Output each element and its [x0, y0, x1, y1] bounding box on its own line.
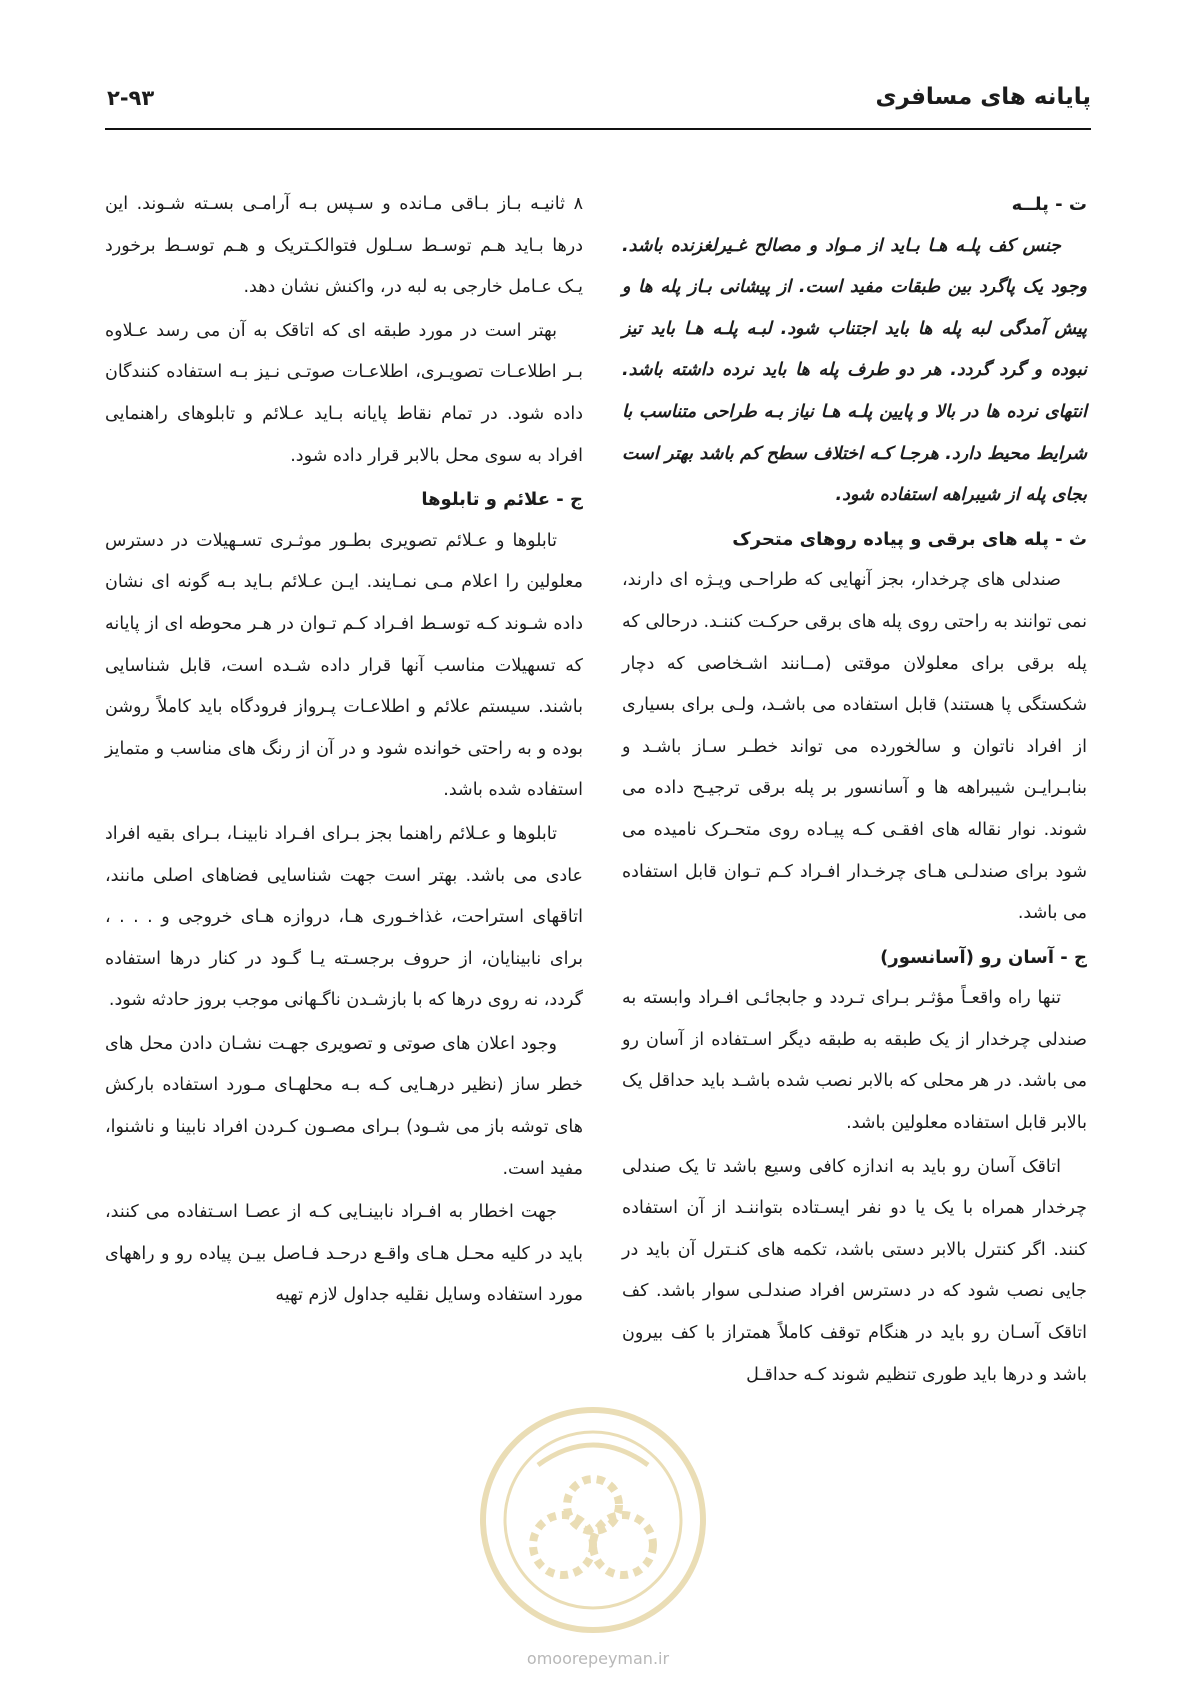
paragraph-elevator-2: اتاقک آسان رو باید به اندازه کافی وسیع باشد تا یک صندلی چرخدار همراه با یک یا دو نفر ایسـتاده بتواننـد از آن استفاده کنند. اگر کنترل بالابر دستی باشد، تکمه های کنـترل آن باید در جایی نصب شود که در دسترس افراد صندلـی سوار باشد. کف اتاقک آسـان رو باید در هنگام توقف کاملاً همتراز با کف بیرون باشد و درها باید طوری تنظیم شوند کـه حداقـل: [622, 1156, 1087, 1385]
paragraph-floor-info: بهتر است در مورد طبقه ای که اتاقک به آن می رسد عـلاوه بـر اطلاعـات تصویـری، اطلاعـات صوتـی نـیز بـه استفاده کنندگان داده شود. در تمام نقاط پایانه بـاید عـلائم و تابلوهای راهنمایی افراد به سوی محل بالابر قرار داده شود.: [105, 320, 583, 466]
running-title: پایانه های مسافری: [875, 84, 1091, 110]
paragraph-signs-2: تابلوها و عـلائم راهنما بجز بـرای افـراد نابینـا، بـرای بقیه افراد عادی می باشد. بهتر است جهت شناسایی فضاهای اصلی مانند، اتاقهای استراحت، غذاخـوری هـا، دروازه هـای خروجی و . . . ، برای نابینایان، از حروف برجسـته یـا گـود در کنار درها استفاده گردد، نه روی درها که با بازشـدن ناگـهانی موجب بروز حادثه شود.: [105, 823, 583, 1011]
page-header: [105, 78, 1091, 130]
paragraph-stairs: جنس کف پلـه هـا بـاید از مـواد و مصالح غـیرلغزنده باشد. وجود یک پاگرد بین طبقات مفید است. از پیشانی بـاز پله ها و پیش آمدگی لبه پله ها باید اجتناب شود. لبـه پلـه هـا باید تیز نبوده و گرد گردد. هر دو طرف پله ها باید نرده داشته باشد. انتهای نرده ها در بالا و پایین پلـه هـا نیاز بـه طراحی متناسب با شرایط محیط دارد. هرجـا کـه اختلاف سطح کم باشد بهتر است بجای پله از شیبراهه استفاده شود.: [622, 235, 1087, 506]
section-heading-elevator: ج - آسان رو (آسانسور): [880, 946, 1087, 968]
page-number: ۲-۹۳: [107, 86, 155, 110]
section-heading-signs: ج - علائم و تابلوها: [421, 489, 583, 511]
paragraph-elevator-1: تنها راه واقعـاً مؤثـر بـرای تـردد و جابجائـی افـراد وابسته به صندلی چرخدار از یک طبقه به طبقه دیگر اسـتفاده از آسان رو می باشد. در هر محلی که بالابر نصب شده باشـد باید حداقل یک بالابر قابل استفاده معلولین باشد.: [622, 988, 1087, 1134]
paragraph-announcements: وجود اعلان های صوتی و تصویری جهـت نشـان دادن محل های خطر ساز (نظیر درهـایی کـه بـه محلهـای مـورد استفاده بارکش های توشه باز می شـود) بـرای مصـون کـردن افراد نابینا و ناشنوا، مفید است.: [105, 1033, 583, 1179]
section-heading-stairs: ت - پلــه: [1011, 194, 1087, 215]
right-column: [622, 184, 1087, 1398]
left-column: [105, 184, 583, 1319]
paragraph-warnings: جهت اخطار به افـراد نابینـایی کـه از عصـا اسـتفاده می کنند، باید در کلیه محـل هـای واقـع درحـد فـاصل بیـن پیاده رو و راههای مورد استفاده وسایل نقلیه جداول لازم تهیه: [105, 1202, 583, 1306]
paragraph-signs-1: تابلوها و عـلائم تصویری بطـور موثـری تسـهیلات در دسترس معلولین را اعلام مـی نمـایند. ایـن عـلائم بـاید بـه گونه ای نشان داده شـوند کـه توسـط افـراد کـم تـوان در هـر محوطه ای از پایانه که تسهیلات مناسب آنها قرار داده شـده است، قابل شناسایی باشند. سیستم علائم و اطلاعـات پـرواز فرودگاه باید کاملاً روشن بوده و به راحتی خوانده شود و در آن از رنگ های مناسب و متمایز استفاده شده باشد.: [105, 530, 583, 801]
paragraph-doors: ۸ ثانیـه بـاز بـاقی مـانده و سـپس بـه آرامـی بسـته شـوند. این درها بـاید هـم توسـط سـلول فتوالکـتریک و هـم توسـط برخورد یـک عـامل خارجی به لبه در، واکنش نشان دهد.: [105, 194, 583, 298]
section-heading-escalators: ث - پله های برقی و پیاده روهای متحرک: [732, 528, 1087, 550]
watermark-url: omoorepeyman.ir: [526, 1649, 670, 1668]
paragraph-escalators: صندلی های چرخدار، بجز آنهایی که طراحـی ویـژه ای دارند، نمی توانند به راحتی روی پله های برقی حرکـت کننـد. درحالی که پله برقی برای معلولان موقتی (مــانند اشـخاصی که دچار شکستگی پا هستند) قابل استفاده می باشـد، ولـی برای بسیاری از افراد ناتوان و سالخورده می تواند خطـر سـاز باشـد و بنابـرایـن شیبراهه ها و آسانسور بر پله برقی ترجیـح داده می شوند. نوار نقاله های افقـی کـه پیـاده روی متحـرک نامیده می شود برای صندلـی هـای چرخـدار افـراد کـم تـوان قابل استفاده می باشد.: [622, 570, 1087, 924]
watermark-stamp-icon: [468, 1395, 718, 1645]
